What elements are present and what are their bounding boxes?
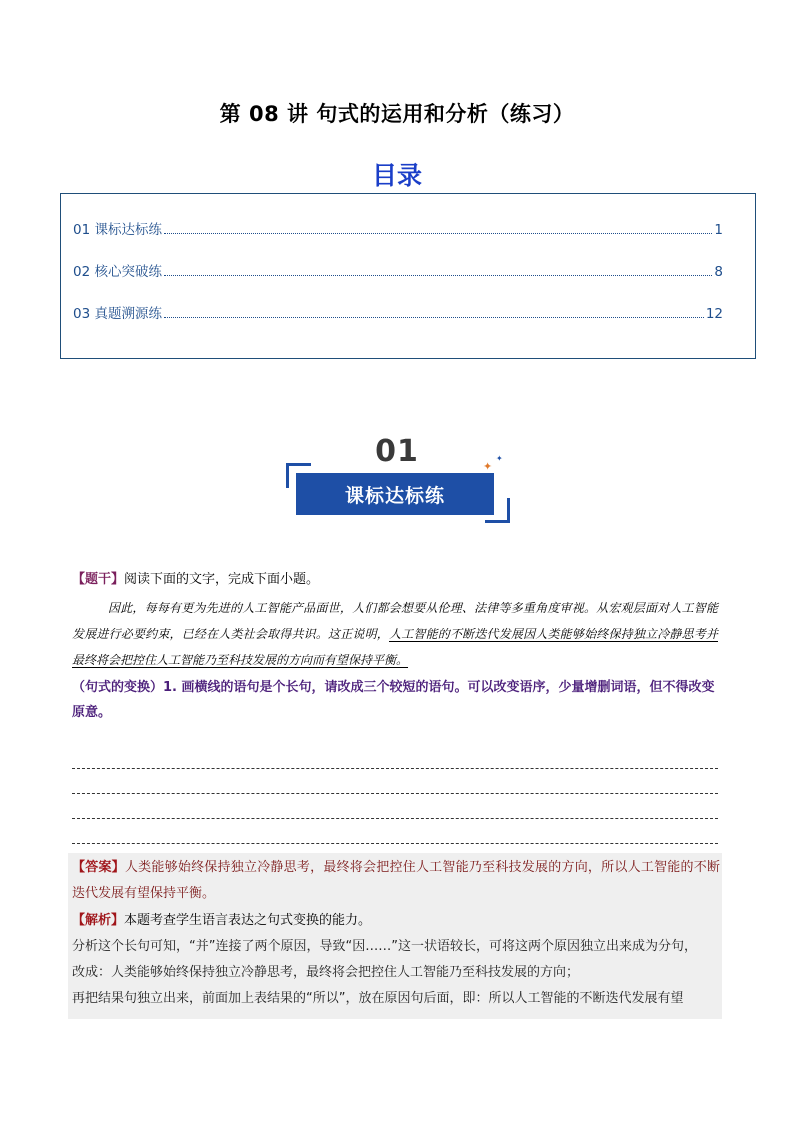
table-of-contents (60, 193, 756, 359)
underlined-sentence: 人工智能的不断迭代发展因人类能够始终保持独立冷静思考并最终将会把控住人工智能乃至科技发展的方向而有望保持平衡。 (72, 627, 718, 667)
page-title: 第 08 讲 句式的运用和分析（练习） (219, 102, 575, 126)
toc-leader-dots (164, 232, 712, 234)
toc-item[interactable] (73, 302, 723, 322)
section-banner (286, 454, 510, 523)
toc-item[interactable] (73, 260, 723, 280)
toc-item-page: 12 (705, 306, 723, 322)
toc-item-label: 02 核心突破练 (73, 264, 162, 280)
sparkle-icon: ✦ (496, 454, 503, 463)
toc-leader-dots (164, 316, 704, 318)
question-tag: （句式的变换） (72, 680, 164, 695)
toc-heading: 目录 (371, 161, 422, 190)
toc-item-label: 03 真题溯源练 (73, 306, 162, 322)
answer-line[interactable] (72, 818, 718, 819)
analysis (72, 908, 371, 934)
question-stem (72, 568, 319, 587)
toc-leader-dots (164, 274, 712, 276)
question-text: 1. 画横线的语句是个长句，请改成三个较短的语句。可以改变语序，少量增删词语，但不得改变原意。 (72, 680, 715, 720)
section-title: 课标达标练 (296, 473, 494, 515)
passage-text: 因此，每每有更为先进的人工智能产品面世，人们都会想要从伦理、法律等多重角度审视。从宏观层面对人工智能发展进行必要约束，已经在人类社会取得共识。这正说明， (72, 601, 718, 641)
section-number: 01 (375, 434, 419, 469)
toc-item-page: 1 (714, 222, 723, 238)
analysis-line: 分析这个长句可知，“并”连接了两个原因，导致“因……”这一状语较长，可将这两个原因独立出来成为分句， (72, 939, 697, 954)
answer-line[interactable] (72, 793, 718, 794)
analysis-intro: 本题考查学生语言表达之句式变换的能力。 (124, 913, 372, 928)
toc-item-page: 8 (714, 264, 723, 280)
toc-item[interactable] (73, 218, 723, 238)
stem-tag: 【题干】 (72, 572, 125, 587)
answer-line[interactable] (72, 843, 718, 844)
analysis-line: 再把结果句独立出来，前面加上表结果的“所以”，放在原因句后面，即：所以人工智能的不断迭代发展有望 (72, 991, 684, 1006)
question (72, 675, 720, 725)
reading-passage (72, 595, 718, 673)
answer-text: 人类能够始终保持独立冷静思考，最终将会把控住人工智能乃至科技发展的方向，所以人工智能的不断迭代发展有望保持平衡。 (72, 860, 720, 901)
answer-line[interactable] (72, 768, 718, 769)
sparkle-icon: ✦ (483, 460, 493, 473)
stem-text: 阅读下面的文字，完成下面小题。 (124, 572, 320, 587)
analysis-tag: 【解析】 (72, 913, 125, 928)
answer-tag: 【答案】 (72, 860, 125, 875)
answer (72, 855, 720, 907)
toc-item-label: 01 课标达标练 (73, 222, 162, 238)
analysis-line: 改成：人类能够始终保持独立冷静思考，最终将会把控住人工智能乃至科技发展的方向； (72, 965, 580, 980)
